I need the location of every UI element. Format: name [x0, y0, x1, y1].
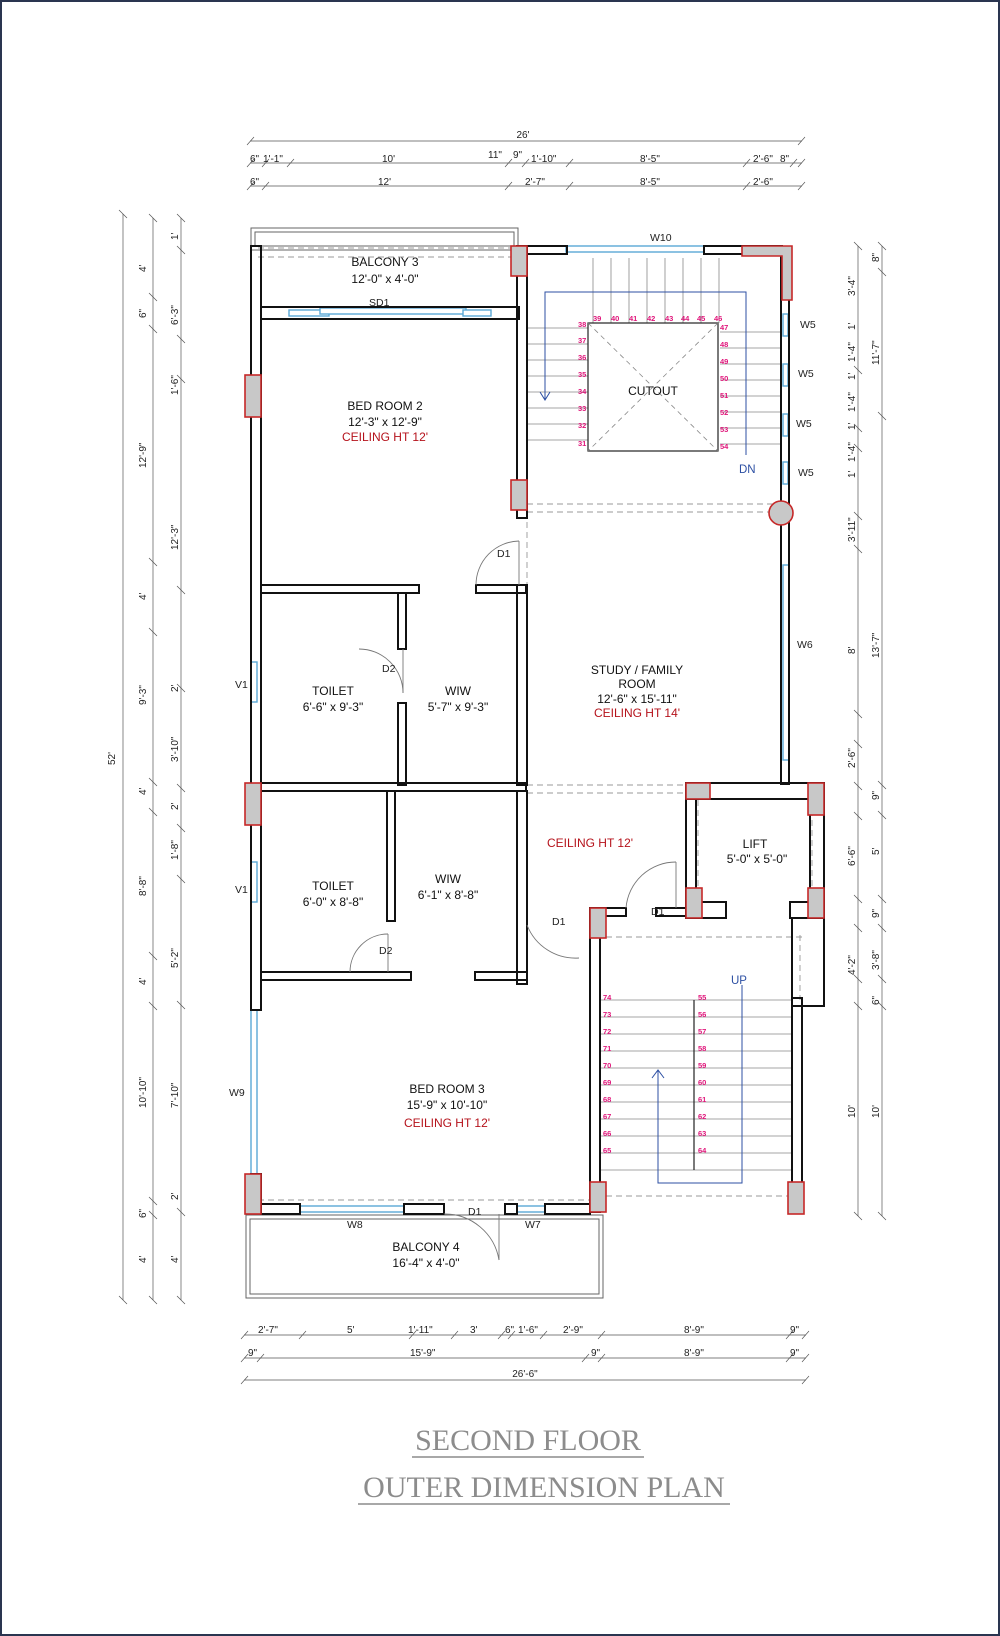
dim-text: 6": [250, 177, 260, 188]
dim-text: 1'-4": [847, 442, 858, 462]
dim-text: 2'-7": [258, 1325, 278, 1336]
step-number: 38: [578, 320, 587, 329]
room-name: WIW: [435, 872, 461, 886]
room-toilet-1: [303, 684, 363, 714]
column: [511, 480, 527, 510]
dim-text: 5': [871, 847, 882, 855]
room-name: WIW: [445, 684, 471, 698]
label-w9: W9: [229, 1087, 245, 1099]
dim-text: 9": [871, 908, 882, 918]
room-name: TOILET: [312, 684, 354, 698]
room-size: 6'-0" x 8'-8": [302, 895, 364, 909]
dim-text: 5': [347, 1325, 355, 1336]
bottom-row2-dims: [248, 1348, 800, 1359]
dim-text: 12': [378, 177, 392, 188]
room-name: LIFT: [742, 837, 768, 851]
window-w9: [251, 1010, 257, 1174]
step-number: 56: [698, 1010, 707, 1019]
dim-text: 6'-3": [170, 305, 181, 325]
dim-text: 13'-7": [871, 632, 882, 658]
windows: [251, 246, 789, 1212]
step-number: 58: [698, 1044, 707, 1053]
dim-text: 4': [138, 787, 149, 795]
label-w5: W5: [796, 418, 812, 430]
window-w5: [783, 364, 788, 386]
step-number: 54: [720, 442, 729, 451]
label-up: UP: [731, 975, 747, 987]
dim-text: 9": [591, 1348, 601, 1359]
dim-text: 2'-9": [563, 1325, 583, 1336]
label-d2: D2: [379, 945, 393, 957]
column: [590, 908, 606, 938]
dim-text: 2'-7": [525, 177, 545, 188]
dim-text: 2': [170, 1192, 181, 1200]
dim-text: 1'-6": [170, 375, 181, 395]
window-w5: [783, 314, 788, 336]
dim-text: 3'-10": [170, 736, 181, 762]
left-outer-dims: [138, 264, 149, 1263]
room-name: BED ROOM 3: [409, 1082, 485, 1096]
step-number: 55: [698, 993, 707, 1002]
room-size: 6'-1" x 8'-8": [417, 888, 479, 902]
dim-text: 4'-2": [847, 955, 858, 975]
step-number: 48: [720, 340, 729, 349]
window-w7: [517, 1206, 545, 1212]
dim-text: 8": [871, 252, 882, 262]
dim-text: 1'-10": [531, 154, 557, 165]
room-cutout: [628, 384, 678, 398]
column: [511, 246, 527, 276]
step-number: 66: [603, 1129, 612, 1138]
dim-text: 8'-5": [640, 177, 660, 188]
step-number: 31: [578, 439, 587, 448]
dim-text: 15'-9": [410, 1348, 436, 1359]
dim-text: 3': [470, 1325, 478, 1336]
step-number: 72: [603, 1027, 612, 1036]
dim-text: 9'-3": [138, 685, 149, 705]
label-d1: D1: [468, 1206, 482, 1218]
column-circular: [769, 501, 793, 525]
label-sd1: SD1: [369, 297, 390, 309]
dim-text: 3'-8": [871, 950, 882, 970]
label-dn: DN: [739, 464, 756, 476]
room-study-family: [591, 663, 683, 720]
window-sd1: [320, 308, 466, 314]
step-number: 57: [698, 1027, 707, 1036]
step-number: 53: [720, 425, 729, 434]
dim-text: 3'-4": [847, 276, 858, 296]
dim-text: 6": [138, 308, 149, 318]
walls: [251, 246, 824, 1214]
dim-text: 9": [871, 790, 882, 800]
dim-text: 12'-3": [170, 524, 181, 550]
step-number: 63: [698, 1129, 707, 1138]
dashed-lines: [258, 248, 812, 1200]
label-w7: W7: [525, 1219, 541, 1231]
column: [245, 375, 261, 417]
column: [788, 1182, 804, 1214]
window-sd1: [463, 310, 491, 316]
dim-text: 1'-4": [847, 342, 858, 362]
column: [245, 1174, 261, 1214]
dim-text: 2'-6": [753, 154, 773, 165]
label-w10: W10: [650, 232, 672, 244]
room-size: 5'-0" x 5'-0": [726, 852, 788, 866]
room-lobby: [547, 836, 633, 850]
step-number: 49: [720, 357, 729, 366]
dim-text: 8'-9": [684, 1348, 704, 1359]
dim-text: 6": [871, 995, 882, 1005]
right-outer-dims: [871, 252, 882, 1118]
dim-text: 9": [248, 1348, 258, 1359]
label-w5: W5: [798, 368, 814, 380]
label-d1: D1: [651, 906, 665, 918]
label-d2: D2: [382, 663, 396, 675]
dim-text: 10'-10": [138, 1076, 149, 1108]
columns: [245, 246, 824, 1214]
title-line-1: SECOND FLOOR: [415, 1424, 641, 1457]
step-number: 73: [603, 1010, 612, 1019]
room-name: CUTOUT: [628, 384, 678, 398]
dim-text: 8'-8": [138, 876, 149, 896]
step-number: 69: [603, 1078, 612, 1087]
dim-text: 4': [170, 1255, 181, 1263]
dim-text: 1': [847, 372, 858, 380]
step-number: 59: [698, 1061, 707, 1070]
dim-text: 10': [871, 1104, 882, 1118]
drawing-title: [358, 1424, 730, 1504]
room-size: 12'-3" x 12'-9": [348, 415, 422, 429]
dim-text: 1': [847, 470, 858, 478]
dim-text: 9": [513, 150, 523, 161]
room-name: BALCONY 4: [392, 1240, 460, 1254]
ceiling-height: CEILING HT 14': [593, 706, 681, 720]
window-w5: [783, 414, 788, 436]
room-size: 5'-7" x 9'-3": [427, 700, 489, 714]
step-number: 61: [698, 1095, 707, 1104]
dim-text: 2': [170, 684, 181, 692]
step-number: 33: [578, 404, 587, 413]
room-size: 15'-9" x 10'-10": [406, 1098, 488, 1112]
step-number: 70: [603, 1061, 612, 1070]
dim-text: 4': [138, 1255, 149, 1263]
step-number: 51: [720, 391, 729, 400]
step-number: 65: [603, 1146, 612, 1155]
dim-text: 5'-2": [170, 948, 181, 968]
dim-text: 4': [138, 977, 149, 985]
room-size: 12'-0" x 4'-0": [351, 272, 419, 286]
dim-text: 8': [847, 646, 858, 654]
dim-text: 9": [790, 1325, 800, 1336]
dim-text: 10': [847, 1104, 858, 1118]
dim-text: 8'-9": [684, 1325, 704, 1336]
step-number: 37: [578, 336, 587, 345]
column: [808, 783, 824, 815]
ceiling-height: CEILING HT 12': [403, 1116, 491, 1130]
column: [742, 246, 792, 300]
ceiling-height: CEILING HT 12': [341, 430, 429, 444]
title-line-2: OUTER DIMENSION PLAN: [363, 1471, 725, 1504]
room-name: BALCONY 3: [351, 255, 419, 269]
dim-text: 1': [847, 322, 858, 330]
label-v1: V1: [235, 679, 248, 691]
dim-text: 11": [488, 150, 502, 161]
room-size: 6'-6" x 9'-3": [302, 700, 364, 714]
dim-text: 3'-11": [847, 517, 858, 542]
dim-text: 1'-1": [263, 154, 283, 165]
window-w8: [300, 1206, 404, 1212]
label-d1: D1: [552, 916, 566, 928]
room-balcony-3: [351, 255, 418, 286]
step-number: 42: [647, 314, 656, 323]
step-number: 71: [603, 1044, 612, 1053]
step-number: 32: [578, 421, 587, 430]
step-number: 47: [720, 323, 729, 332]
step-number: 64: [698, 1146, 707, 1155]
dim-text: 4': [138, 264, 149, 272]
step-number: 62: [698, 1112, 707, 1121]
room-name: TOILET: [312, 879, 354, 893]
step-number: 34: [578, 387, 587, 396]
column: [686, 783, 710, 799]
step-number: 45: [697, 314, 706, 323]
right-inner-dims: [847, 276, 858, 1118]
dim-text: 6'-6": [847, 846, 858, 866]
dim-text: 1'-8": [170, 840, 181, 860]
room-bed-room-3: [404, 1082, 490, 1130]
dim-text: 6": [138, 1208, 149, 1218]
label-w5: W5: [800, 319, 816, 331]
dim-text: 9": [790, 1348, 800, 1359]
label-w6: W6: [797, 639, 813, 651]
step-number: 60: [698, 1078, 707, 1087]
room-size: 16'-4" x 4'-0": [392, 1256, 460, 1270]
upper-staircase: [528, 258, 782, 444]
bottom-total-dim: 26'-6": [512, 1369, 538, 1380]
room-size: 12'-6" x 15'-11": [597, 692, 677, 706]
step-number: 44: [681, 314, 690, 323]
step-number: 35: [578, 370, 587, 379]
bottom-row1-dims: [258, 1325, 800, 1336]
dim-text: 2'-6": [753, 177, 773, 188]
lower-staircase: [600, 1000, 792, 1170]
step-number: 43: [665, 314, 674, 323]
room-name: BED ROOM 2: [347, 399, 423, 413]
step-number: 41: [629, 314, 638, 323]
ceiling-height: CEILING HT 12': [546, 836, 634, 850]
step-number: 67: [603, 1112, 612, 1121]
dim-text: 1': [847, 422, 858, 430]
column: [590, 1182, 606, 1212]
dim-text: 2': [170, 802, 181, 810]
column: [245, 783, 261, 825]
dim-text: 8'-5": [640, 154, 660, 165]
step-number: 40: [611, 314, 620, 323]
room-wiw-2: [418, 872, 478, 902]
step-number: 74: [603, 993, 612, 1002]
dim-text: 1'-11": [408, 1325, 433, 1336]
left-total-dim: 52': [107, 751, 118, 765]
step-number: 36: [578, 353, 587, 362]
dim-text: 7'-10": [170, 1082, 181, 1108]
dim-text: 6": [250, 154, 260, 165]
dim-text: 10': [382, 154, 396, 165]
label-v1: V1: [235, 884, 248, 896]
column: [808, 888, 824, 918]
room-name: ROOM: [618, 677, 656, 691]
step-number: 46: [714, 314, 723, 323]
label-w5: W5: [798, 467, 814, 479]
dim-text: 6": [505, 1325, 515, 1336]
step-number: 68: [603, 1095, 612, 1104]
column: [686, 888, 702, 918]
step-number: 52: [720, 408, 729, 417]
dim-text: 4': [138, 592, 149, 600]
room-lift: [727, 837, 787, 866]
room-bed-room-2: [342, 399, 428, 444]
dim-text: 2'-6": [847, 748, 858, 768]
top-total-dim: 26': [516, 130, 530, 141]
balcony-outlines: [246, 228, 603, 1298]
label-d1: D1: [497, 548, 511, 560]
dim-text: 11'-7": [871, 340, 882, 365]
step-number: 39: [593, 314, 602, 323]
dim-text: 8": [780, 154, 790, 165]
dim-text: 1': [170, 232, 181, 240]
dim-text: 12'-9": [138, 442, 149, 468]
left-inner-dims: [170, 232, 181, 1263]
room-wiw-1: [428, 684, 488, 714]
dim-text: 1'-6": [518, 1325, 538, 1336]
right-dimensions: [854, 242, 886, 1220]
label-w8: W8: [347, 1219, 363, 1231]
window-w10: [566, 246, 704, 252]
room-name: STUDY / FAMILY: [590, 663, 684, 677]
room-toilet-2: [303, 879, 363, 909]
window-w5: [783, 462, 788, 484]
room-balcony-4: [392, 1240, 459, 1270]
step-number: 50: [720, 374, 729, 383]
dim-text: 1'-4": [847, 392, 858, 412]
